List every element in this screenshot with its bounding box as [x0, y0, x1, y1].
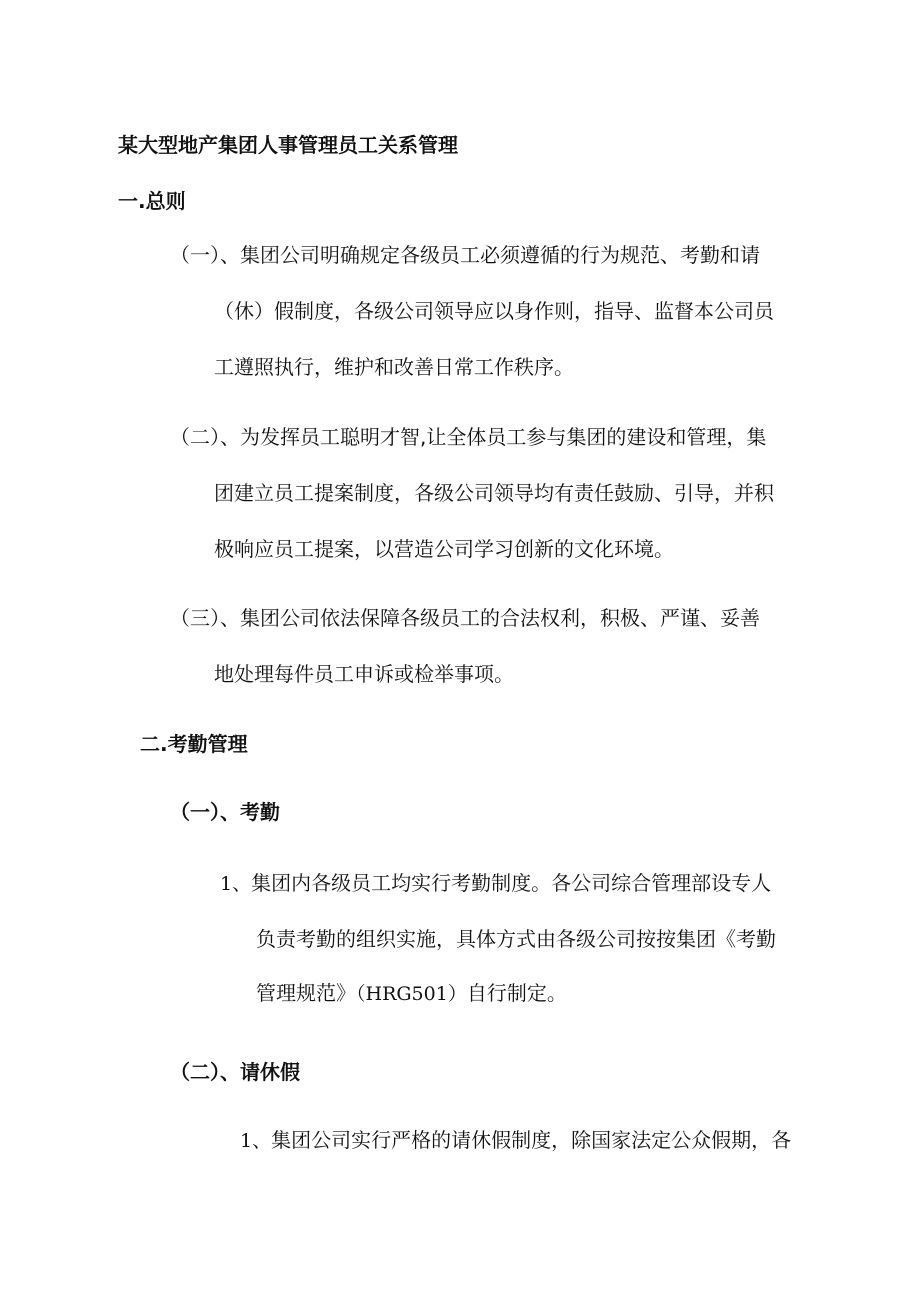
section-1-item-1-line-3: 工遵照执行，维护和改善日常工作秩序。 — [214, 355, 574, 379]
subsection-attendance-heading: （一）、考勤 — [170, 800, 280, 824]
section-1-item-2-line-1: （二）、为发挥员工聪明才智,让全体员工参与集团的建设和管理，集 — [170, 425, 767, 449]
regulation-name: 管理规范》 — [256, 981, 356, 1005]
document-title: 某大型地产集团人事管理员工关系管理 — [118, 133, 458, 157]
section-2-heading: 二.考勤管理 — [140, 732, 248, 756]
regulation-code: （HRG501） — [356, 983, 467, 1005]
paragraph-number: 1、 — [220, 873, 252, 895]
subsection-leave-heading: （二）、请休假 — [170, 1060, 300, 1084]
paragraph-text-end: 自行制定。 — [466, 981, 567, 1005]
paragraph-number: 1、 — [240, 1130, 272, 1152]
section-1-item-2-line-2: 团建立员工提案制度，各级公司领导均有责任鼓励、引导，并积 — [214, 481, 774, 505]
leave-paragraph-1-line-1 — [240, 1126, 791, 1155]
section-1-heading: 一.总则 — [118, 189, 186, 213]
attendance-paragraph-1-line-2: 负责考勤的组织实施，具体方式由各级公司按按集团《考勤 — [256, 927, 776, 951]
section-1-item-3-line-2: 地处理每件员工申诉或检举事项。 — [214, 662, 514, 686]
attendance-paragraph-1-line-3 — [256, 979, 567, 1008]
section-1-item-3-line-1: （三）、集团公司依法保障各级员工的合法权利，积极、严谨、妥善 — [170, 606, 760, 630]
section-1-item-2-line-3: 极响应员工提案，以营造公司学习创新的文化环境。 — [214, 537, 674, 561]
section-1-item-1-line-2: （休）假制度，各级公司领导应以身作则，指导、监督本公司员 — [214, 299, 774, 323]
attendance-paragraph-1-line-1 — [220, 869, 771, 898]
section-1-item-1-line-1: （一）、集团公司明确规定各级员工必须遵循的行为规范、考勤和请 — [170, 243, 760, 267]
paragraph-text: 集团公司实行严格的请休假制度，除国家法定公众假期，各 — [271, 1128, 792, 1152]
paragraph-text: 集团内各级员工均实行考勤制度。各公司综合管理部设专人 — [251, 871, 772, 895]
